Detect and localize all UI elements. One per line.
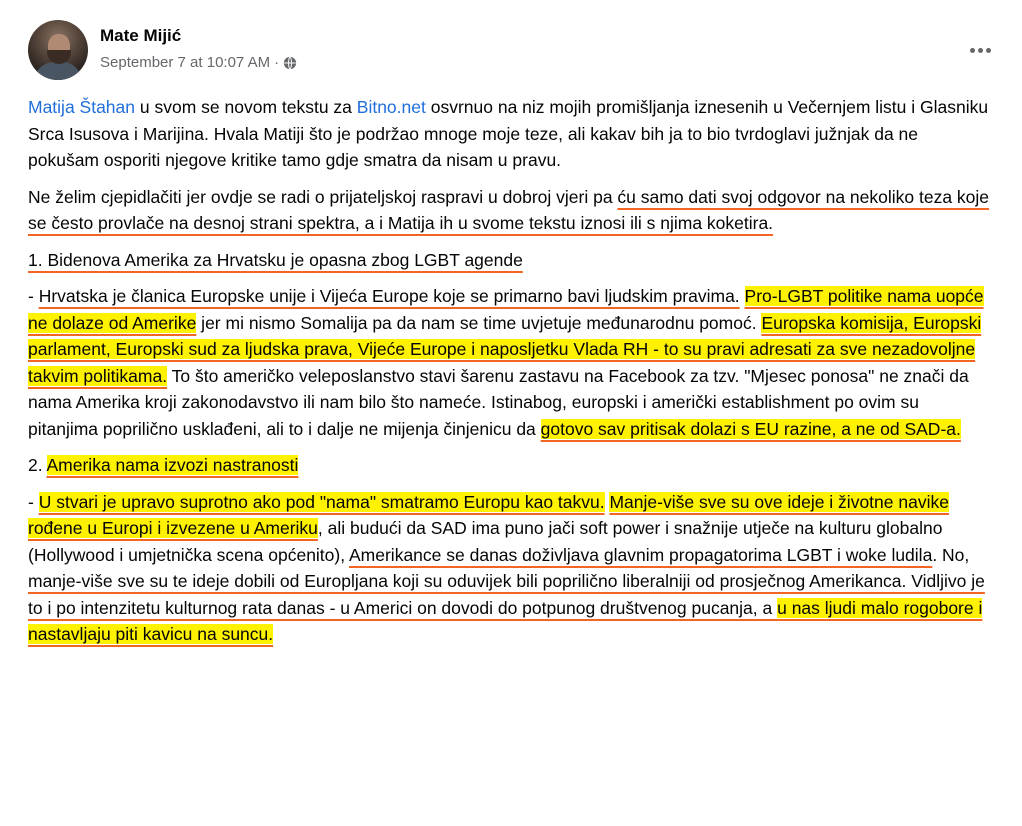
mention-link-matija[interactable]: Matija Štahan [28, 97, 136, 117]
more-options-icon[interactable] [962, 36, 998, 64]
paragraph-4 [28, 283, 993, 442]
paragraph-3 [28, 247, 993, 274]
highlighted-text: Manje-više sve su ove ideje i životne navike rođene u Europi i izvezene u Ameriku [28, 491, 949, 538]
text-run: jer mi nismo Somalija pa da nam se time uvjetuje međunarodnu pomoć. [196, 312, 762, 333]
post-body [28, 94, 993, 658]
highlighted-text: gotovo sav pritisak dolazi s EU razine, a ne od SAD-a. [540, 418, 961, 439]
text-run: . No, [932, 544, 970, 565]
globe-icon[interactable] [283, 56, 297, 70]
underlined-text: Amerikance se danas doživljava glavnim propagatorima LGBT i woke ludila [349, 544, 933, 565]
highlighted-text: Europska komisija, Europski parlament, Europski sud za ljudska prava, Vijeće Europe i naposljetku Vlada RH - to su pravi adresati za sve nezadovoljne takvim politikama. [28, 312, 982, 386]
paragraph-1 [28, 94, 993, 174]
text-run: - [28, 491, 39, 512]
text-run: To što američko veleposlanstvo stavi šarenu zastavu na Facebook za tzv. "Mjesec ponosa" ne znači da nama Amerika kroji zakonodavstvo ili nam bilo što nameće. Istinabog, europski i američki establishment po ovim su pitanjima poprilično usklađeni, ali to i dalje ne mijenja činjenicu da [28, 365, 969, 439]
section-heading-2: Amerika nama izvozi nastranosti [46, 455, 299, 475]
author-avatar[interactable] [28, 20, 88, 80]
post-meta [100, 54, 297, 71]
text-run: u svom se novom tekstu za [135, 97, 357, 117]
post-header [28, 20, 998, 90]
paragraph-5 [28, 452, 993, 479]
text-run: , ali budući da SAD ima puno jači soft power i snažnije utječe na kulturu globalno (Hollywood i umjetnička scena općenito), [28, 518, 943, 565]
underlined-text: Hrvatska je članica Europske unije i Vijeća Europe koje se primarno bavi ljudskim pravima. [38, 286, 740, 306]
more-dot [970, 48, 975, 53]
meta-separator: · [274, 54, 280, 71]
text-run: osvrnuo na niz mojih promišljanja iznesenih u Večernjem listu i Glasniku Srca Isusova i Marijina. Hvala Matiji što je podržao mnoge moje teze, ali kakav bih ja to bio tvrdoglavi južnjak da ne pokušam osporiti njegove kritike tamo gdje smatra da nisam u pravu. [28, 97, 989, 170]
underlined-text: ću samo dati svoj odgovor na nekoliko teza koje se često provlače na desnoj strani spektra, a i Matija ih u svome tekstu iznosi ili s njima koketira. [28, 186, 990, 233]
paragraph-2 [28, 184, 993, 237]
post-timestamp[interactable]: September 7 at 10:07 AM [100, 54, 271, 71]
more-dot [986, 48, 991, 53]
highlighted-text: u nas ljudi malo rogobore i nastavljaju piti kavicu na suncu. [28, 597, 983, 644]
text-run: - [28, 286, 39, 306]
author-name[interactable]: Mate Mijić [100, 26, 182, 45]
text-run: 2. [28, 455, 47, 475]
paragraph-6 [28, 489, 993, 648]
underlined-text: manje-više sve su te ideje dobili od Europljana koji su oduvijek bili poprilično liberalniji od prosječnog Amerikanca. Vidljivo je to i po intenzitetu kulturnog rata danas - u Americi on dovodi do potpunog društvenog pucanja, a [28, 571, 985, 618]
avatar-shirt [34, 62, 82, 80]
highlighted-text: U stvari je upravo suprotno ako pod "nama" smatramo Europu kao takvu. [38, 491, 605, 512]
section-heading-1: 1. Bidenova Amerika za Hrvatsku je opasna zbog LGBT agende [28, 249, 523, 270]
text-run: Ne želim cjepidlačiti jer ovdje se radi o prijateljskoj raspravi u dobroj vjeri pa [28, 186, 618, 207]
text-run [740, 286, 745, 306]
link-bitno-net[interactable]: Bitno.net [356, 97, 426, 117]
more-dot [978, 48, 983, 53]
highlighted-text: Pro-LGBT politike nama uopće ne dolaze od Amerike [28, 286, 984, 333]
